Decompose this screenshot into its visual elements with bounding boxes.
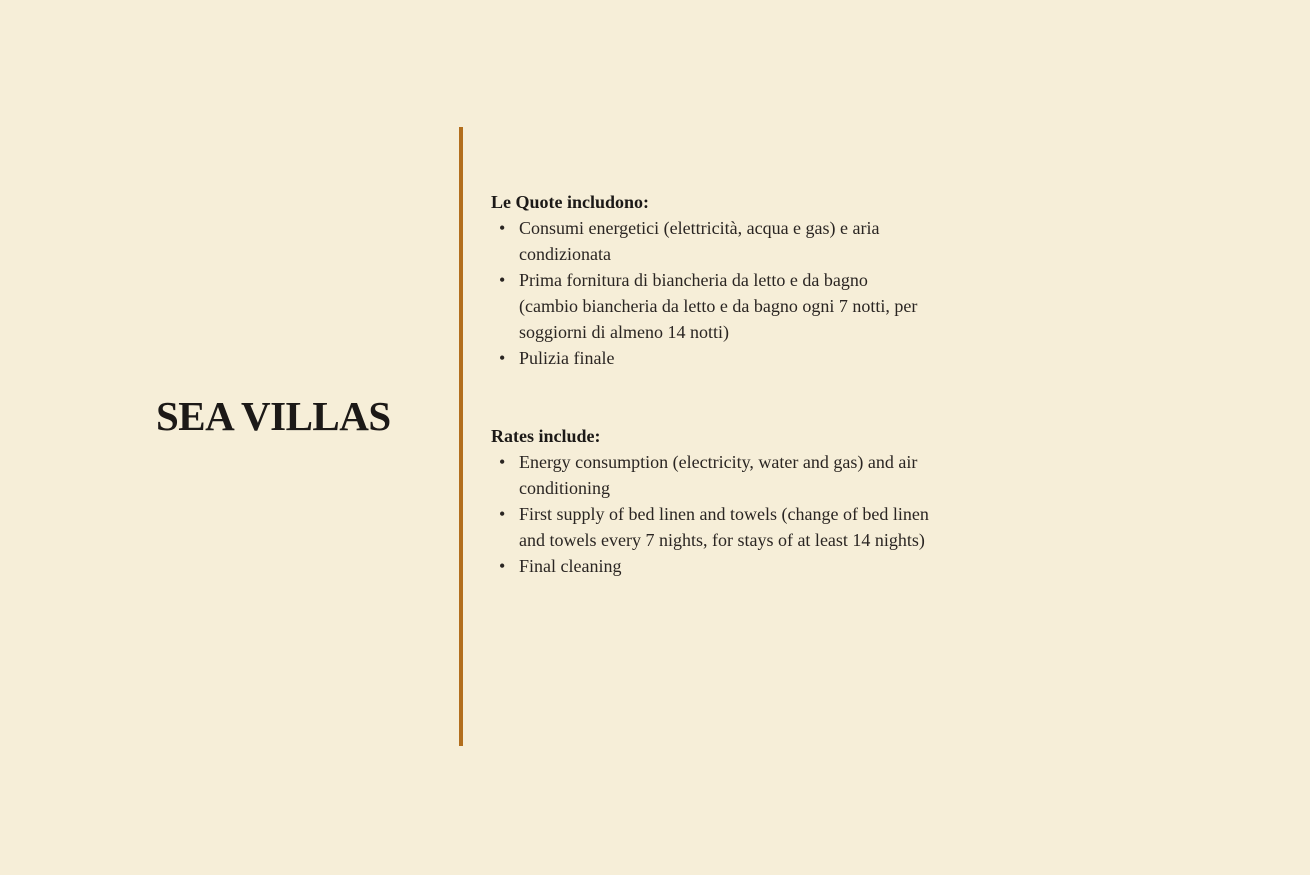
bullet-icon: • xyxy=(499,348,506,368)
list-item-text: First supply of bed linen and towels (change of bed linen and towels every 7 nights, for stays of at least 14 nights) xyxy=(519,504,929,550)
list-item-text: Prima fornitura di biancheria da letto e da bagno (cambio biancheria da letto e da bagno ogni 7 notti, per soggiorni di almeno 14 notti) xyxy=(519,270,918,342)
section-english xyxy=(491,423,951,579)
list-item xyxy=(491,267,929,345)
section-italian xyxy=(491,189,951,371)
vertical-divider xyxy=(459,127,463,746)
bullet-icon: • xyxy=(499,504,506,524)
list-item xyxy=(491,501,959,553)
page-title: SEA VILLAS xyxy=(156,393,391,439)
bullet-icon: • xyxy=(499,556,506,576)
list-item-text: Consumi energetici (elettricità, acqua e gas) e aria condizionata xyxy=(519,218,880,264)
section-heading-italian: Le Quote includono: xyxy=(491,192,650,212)
list-item-text: Energy consumption (electricity, water and gas) and air conditioning xyxy=(519,452,918,498)
list-item-text: Pulizia finale xyxy=(519,348,615,368)
section-heading-english: Rates include: xyxy=(491,426,601,446)
list-item-text: Final cleaning xyxy=(519,556,622,576)
rates-content xyxy=(491,189,951,579)
items-list-english xyxy=(491,449,951,579)
items-list-italian xyxy=(491,215,951,371)
list-item xyxy=(491,345,951,371)
list-item xyxy=(491,553,951,579)
bullet-icon: • xyxy=(499,270,506,290)
bullet-icon: • xyxy=(499,218,506,238)
bullet-icon: • xyxy=(499,452,506,472)
list-item xyxy=(491,449,929,501)
list-item xyxy=(491,215,951,267)
